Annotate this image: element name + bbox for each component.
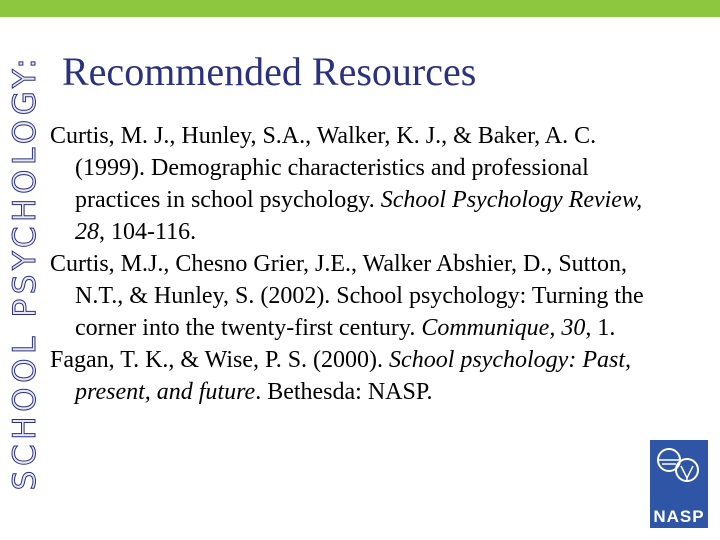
reference-pages: , 104-116. (99, 219, 197, 245)
reference-pages: , 1. (585, 315, 616, 341)
reference-curtis-2002 (50, 248, 650, 344)
nasp-emblem-icon (650, 440, 708, 528)
slide-title: Recommended Resources (62, 49, 477, 94)
logo-text: NASP (653, 507, 705, 526)
reference-list (50, 120, 650, 408)
reference-journal: School Psychology Review, 28 (75, 187, 643, 245)
reference-book-title: School psychology: Past, present, and future (75, 347, 631, 405)
reference-authors: Curtis, M. J., Hunley, S.A., Walker, K. J., & Baker, A. C. (1999). Demographic characteristics and professional practices in school psychology. (50, 123, 597, 213)
reference-journal: Communique, 30 (421, 315, 586, 341)
reference-fagan-2000 (50, 344, 650, 408)
reference-authors: Fagan, T. K., & Wise, P. S. (2000). (50, 347, 390, 373)
reference-authors: Curtis, M.J., Chesno Grier, J.E., Walker Abshier, D., Sutton, N.T., & Hunley, S. (2002). School psychology: Turning the corner into the twenty-first century. (50, 251, 644, 341)
reference-curtis-1999 (50, 120, 650, 248)
top-accent-bar (0, 0, 720, 17)
nasp-logo (650, 440, 708, 528)
side-banner-text: SCHOOL PSYCHOLOGY: (7, 53, 43, 491)
reference-publisher: . Bethesda: NASP. (255, 379, 433, 405)
